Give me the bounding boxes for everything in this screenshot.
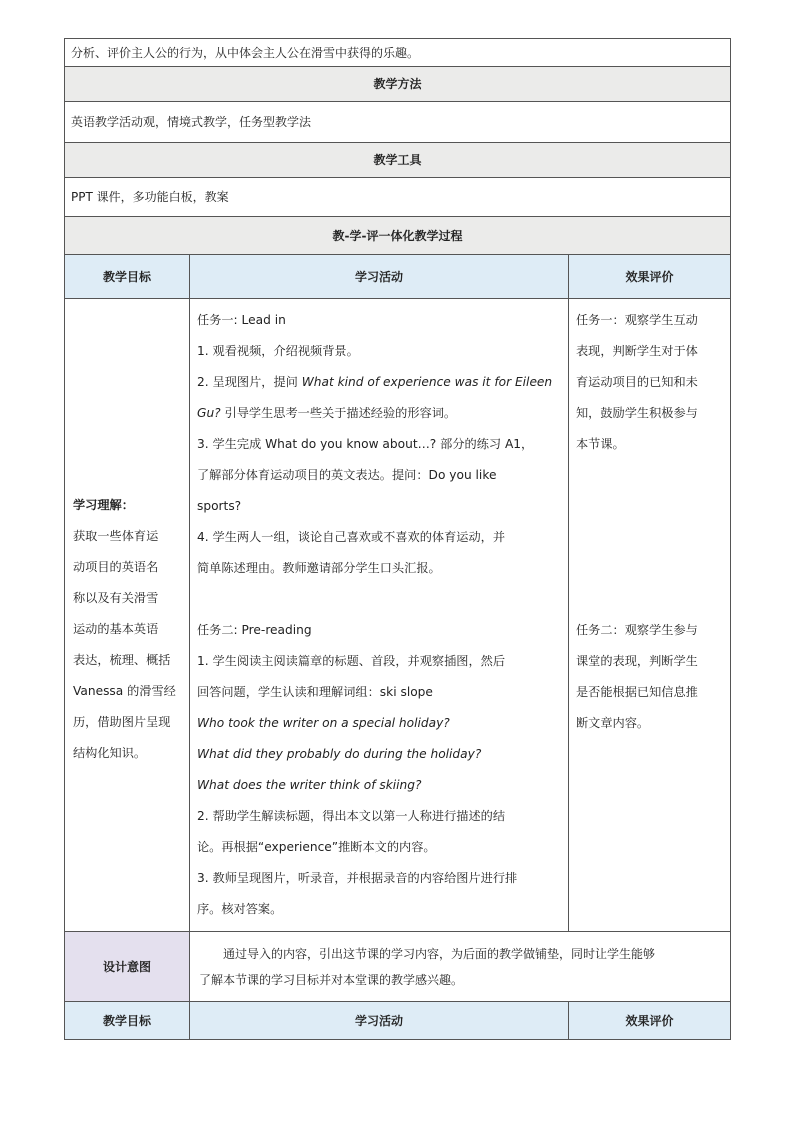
goal-line: 动项目的英语名 [73, 559, 159, 574]
task2-question: Who took the writer on a special holiday? [197, 716, 450, 730]
spacer [576, 553, 723, 584]
intro-text: 分析、评价主人公的行为，从中体会主人公在滑雪中获得的乐趣。 [65, 39, 731, 67]
task2-step: 2. 帮助学生解读标题，得出本文以第一人称进行描述的结 [197, 809, 506, 823]
content-row [65, 299, 731, 932]
goal-line: 结构化知识。 [73, 745, 147, 760]
eval-line: 知，鼓励学生积极参与 [576, 406, 698, 420]
spacer [197, 584, 561, 615]
eval-line: 任务一：观察学生互动 [576, 313, 698, 327]
spacer [576, 460, 723, 491]
task1-step: 了解部分体育运动项目的英文表达。提问：Do you like [197, 468, 497, 482]
task2-title: 任务二: Pre-reading [197, 623, 312, 637]
goal-line: 历，借助图片呈现 [73, 714, 171, 729]
tools-row [65, 178, 731, 217]
tools-text: PPT 课件，多功能白板，教案 [65, 178, 731, 217]
task2-step: 论。再根据“experience”推断本文的内容。 [197, 840, 436, 854]
task1-step: 简单陈述理由。教师邀请部分学生口头汇报。 [197, 561, 441, 575]
task2-step: 序。核对答案。 [197, 902, 283, 916]
tools-title-row [65, 143, 731, 178]
method-row [65, 102, 731, 143]
goal-line: 表达，梳理、概括 [73, 652, 171, 667]
intro-row [65, 39, 731, 67]
eval-line: 育运动项目的已知和未 [576, 375, 698, 389]
goal-cell [65, 299, 190, 932]
goal-line: 获取一些体育运 [73, 528, 159, 543]
goal-line: Vanessa 的滑雪经 [73, 683, 176, 698]
goal-line: 运动的基本英语 [73, 621, 159, 636]
task2-step: 1. 学生阅读主阅读篇章的标题、首段，并观察插图，然后 [197, 654, 506, 668]
footer-header-activity: 学习活动 [190, 1002, 569, 1040]
goal-title: 学习理解： [73, 497, 134, 512]
method-text: 英语教学活动观，情境式教学，任务型教学法 [65, 102, 731, 143]
tools-title: 教学工具 [65, 143, 731, 178]
goal-line: 称以及有关滑雪 [73, 590, 159, 605]
task2-question: What did they probably do during the holiday? [197, 747, 482, 761]
task2-step: 回答问题，学生认读和理解词组：ski slope [197, 685, 433, 699]
task2-question: What does the writer think of skiing? [197, 778, 422, 792]
eval-cell [569, 299, 731, 932]
method-title: 教学方法 [65, 67, 731, 102]
process-title-row [65, 217, 731, 255]
eval-line: 断文章内容。 [576, 716, 650, 730]
footer-header-row [65, 1002, 731, 1040]
activity-cell [190, 299, 569, 932]
eval-line: 任务二：观察学生参与 [576, 623, 698, 637]
design-line: 通过导入的内容，引出这节课的学习内容，为后面的教学做铺垫，同时让学生能够 [223, 946, 656, 961]
design-label: 设计意图 [65, 932, 190, 1002]
task1-step: sports? [197, 499, 242, 513]
task1-step: 4. 学生两人一组，谈论自己喜欢或不喜欢的体育运动，并 [197, 530, 506, 544]
header-row [65, 255, 731, 299]
task1-title: 任务一: Lead in [197, 313, 286, 327]
header-goal: 教学目标 [65, 255, 190, 299]
task1-step [197, 367, 561, 398]
footer-header-goal: 教学目标 [65, 1002, 190, 1040]
lesson-plan-table [64, 38, 731, 1040]
task1-step [197, 398, 561, 429]
eval-line: 表现，判断学生对于体 [576, 344, 698, 358]
design-row [65, 932, 731, 1002]
eval-line: 本节课。 [576, 437, 625, 451]
task1-question-end: Gu? [197, 406, 221, 420]
spacer [576, 491, 723, 522]
spacer [576, 522, 723, 553]
lesson-plan-page [64, 38, 730, 1040]
header-eval: 效果评价 [569, 255, 731, 299]
design-text [190, 932, 731, 1002]
task1-step: 3. 学生完成 What do you know about…? 部分的练习 A1， [197, 437, 534, 451]
process-title: 教-学-评一体化教学过程 [65, 217, 731, 255]
task1-step: 1. 观看视频，介绍视频背景。 [197, 344, 359, 358]
footer-header-eval: 效果评价 [569, 1002, 731, 1040]
task2-step: 3. 教师呈现图片，听录音，并根据录音的内容给图片进行排 [197, 871, 518, 885]
spacer [576, 584, 723, 615]
task1-question: What kind of experience was it for Eileen [301, 375, 553, 389]
design-line: 了解本节课的学习目标并对本堂课的教学感兴趣。 [199, 972, 464, 987]
task1-step-text: 引导学生思考一些关于描述经验的形容词。 [220, 406, 457, 420]
method-title-row [65, 67, 731, 102]
task1-step-text: 2. 呈现图片，提问 [197, 375, 298, 389]
eval-line: 是否能根据已知信息推 [576, 685, 698, 699]
eval-line: 课堂的表现，判断学生 [576, 654, 698, 668]
header-activity: 学习活动 [190, 255, 569, 299]
